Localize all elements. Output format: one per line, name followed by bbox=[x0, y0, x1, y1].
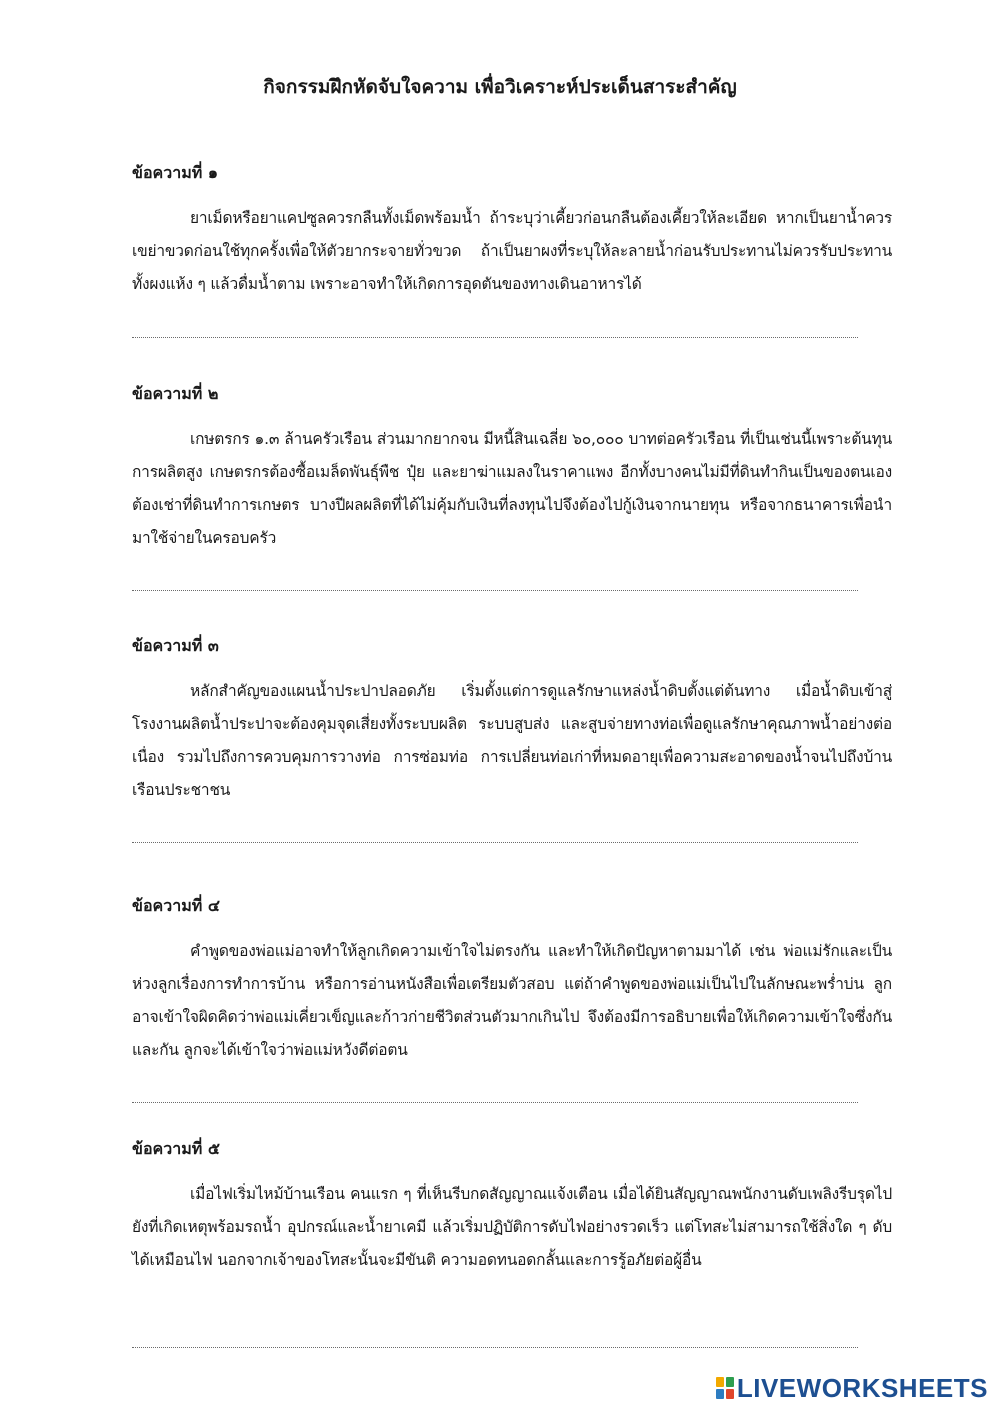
answer-line-5[interactable] bbox=[132, 1347, 858, 1348]
passage-5-text: เมื่อไฟเริ่มไหม้บ้านเรือน คนแรก ๆ ที่เห็นรีบกดสัญญาณแจ้งเตือน เมื่อได้ยินสัญญาณพนักงานดับเพลิงรีบรุดไปยังที่เกิดเหตุพร้อมรถน้ำ อุปกรณ์และน้ำยาเคมี แล้วเริ่มปฏิบัติการดับไฟอย่างรวดเร็ว แต่โทสะไม่สามารถใช้สิ่งใด ๆ ดับได้เหมือนไฟ นอกจากเจ้าของโทสะนั้นจะมีขันติ ความอดทนอดกลั้นและการรู้อภัยต่อผู้อื่น bbox=[132, 1185, 892, 1269]
liveworksheets-brand bbox=[716, 1373, 988, 1403]
passage-5-heading: ข้อความที่ ๕ bbox=[132, 1139, 220, 1158]
passage-5 bbox=[132, 1136, 892, 1277]
passage-4-text: คำพูดของพ่อแม่อาจทำให้ลูกเกิดความเข้าใจไม่ตรงกัน และทำให้เกิดปัญหาตามมาได้ เช่น พ่อแม่รักและเป็นห่วงลูกเรื่องการทำการบ้าน หรือการอ่านหนังสือเพื่อเตรียมตัวสอบ แต่ถ้าคำพูดของพ่อแม่เป็นไปในลักษณะพร่ำบ่น ลูกอาจเข้าใจผิดคิดว่าพ่อแม่เคี่ยวเข็ญและก้าวก่ายชีวิตส่วนตัวมากเกินไป จึงต้องมีการอธิบายเพื่อให้เกิดความเข้าใจซึ่งกันและกัน ลูกจะได้เข้าใจว่าพ่อแม่หวังดีต่อตน bbox=[132, 942, 892, 1059]
page-title: กิจกรรมฝึกหัดจับใจความ เพื่อวิเคราะห์ประเด็นสาระสำคัญ bbox=[263, 76, 737, 98]
passage-1-heading: ข้อความที่ ๑ bbox=[132, 163, 219, 182]
passage-1 bbox=[132, 160, 892, 301]
passage-3 bbox=[132, 633, 892, 807]
answer-line-4[interactable] bbox=[132, 1102, 858, 1103]
answer-line-3[interactable] bbox=[132, 842, 858, 843]
passage-2-heading: ข้อความที่ ๒ bbox=[132, 384, 219, 403]
passage-3-heading: ข้อความที่ ๓ bbox=[132, 636, 219, 655]
passage-2-text: เกษตรกร ๑.๓ ล้านครัวเรือน ส่วนมากยากจน มีหนี้สินเฉลี่ย ๖๐,๐๐๐ บาทต่อครัวเรือน ที่เป็นเช่นนี้เพราะต้นทุนการผลิตสูง เกษตรกรต้องซื้อเมล็ดพันธุ์พืช ปุ๋ย และยาฆ่าแมลงในราคาแพง อีกทั้งบางคนไม่มีที่ดินทำกินเป็นของตนเองต้องเช่าที่ดินทำการเกษตร บางปีผลผลิตที่ได้ไม่คุ้มกับเงินที่ลงทุนไปจึงต้องไปกู้เงินจากนายทุน หรือจากธนาคารเพื่อนำมาใช้จ่ายในครอบครัว bbox=[132, 430, 892, 547]
passage-4 bbox=[132, 893, 892, 1067]
passage-1-text: ยาเม็ดหรือยาแคปซูลควรกลืนทั้งเม็ดพร้อมน้ำ ถ้าระบุว่าเคี้ยวก่อนกลืนต้องเคี้ยวให้ละเอียด หากเป็นยาน้ำควรเขย่าขวดก่อนใช้ทุกครั้งเพื่อให้ตัวยากระจายทั่วขวด ถ้าเป็นยาผงที่ระบุให้ละลายน้ำก่อนรับประทานไม่ควรรับประทานทั้งผงแห้ง ๆ แล้วดื่มน้ำตาม เพราะอาจทำให้เกิดการอุดตันของทางเดินอาหารได้ bbox=[132, 209, 892, 293]
brand-text: LIVEWORKSHEETS bbox=[736, 1373, 988, 1403]
answer-line-2[interactable] bbox=[132, 590, 858, 591]
answer-line-1[interactable] bbox=[132, 337, 858, 338]
passage-4-heading: ข้อความที่ ๔ bbox=[132, 896, 220, 915]
passage-3-text: หลักสำคัญของแผนน้ำประปาปลอดภัย เริ่มตั้งแต่การดูแลรักษาแหล่งน้ำดิบตั้งแต่ต้นทาง เมื่อน้ำดิบเข้าสู่โรงงานผลิตน้ำประปาจะต้องคุมจุดเสี่ยงทั้งระบบผลิต ระบบสูบส่ง และสูบจ่ายทางท่อเพื่อดูแลรักษาคุณภาพน้ำอย่างต่อเนื่อง รวมไปถึงการควบคุมการวางท่อ การซ่อมท่อ การเปลี่ยนท่อเก่าที่หมดอายุเพื่อความสะอาดของน้ำจนไปถึงบ้านเรือนประชาชน bbox=[132, 682, 892, 799]
passage-2 bbox=[132, 381, 892, 555]
liveworksheets-logo-icon bbox=[716, 1377, 734, 1399]
